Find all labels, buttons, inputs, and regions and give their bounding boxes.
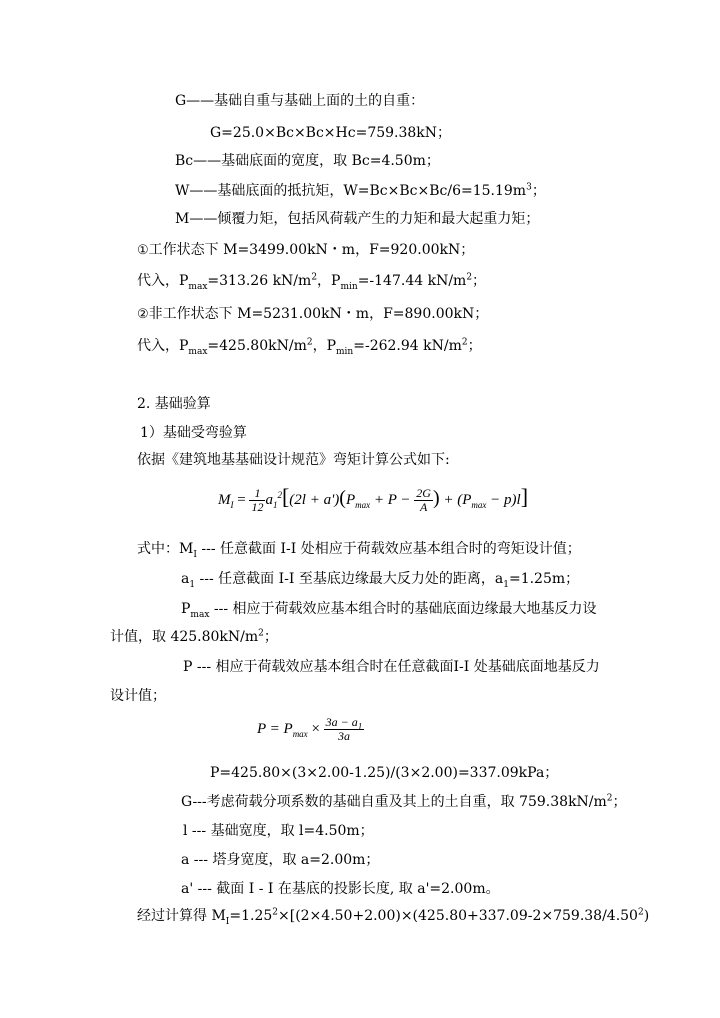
section-subheading: 1）基础受弯验算 [140,425,247,441]
a-definition: a --- 塔身宽度，取 a=2.00m； [181,852,380,868]
bending-moment-formula: $M_I$ = $\frac{1}{12}$ $a_1^2[(2l + a')(P_{max} + P$ − $\frac{2G}{A}$ ) + $(P_{max} - p)l$] [218,484,529,515]
w-definition: W——基础底面的抵抗矩，$W=Bc\times Bc\times Bc/6=15.19m^3$； [175,182,546,199]
pmax-definition-cont: 计值，取 $425.80kN/m^2$； [110,628,278,645]
basis-line: 依据《建筑地基基础设计规范》弯矩计算公式如下: [137,452,450,468]
pmax-definition: $P_{max}$ --- 相应于荷载效应基本组合时的基础底面边缘最大地基反力设 [181,601,597,620]
circle-two-marker: ② [137,307,149,322]
case2-line: ②非工作状态下 M=5231.00kN・m，F=890.00kN； [137,306,489,322]
a-prime-definition: a' --- 截面 I - I 在基底的投影长度, 取 a'=2.00m。 [181,881,500,897]
circle-one-marker: ① [137,243,149,258]
p-definition: P --- 相应于荷载效应基本组合时在任意截面I-I 处基础底面地基反力 [183,659,600,675]
final-calculation: 经过计算得 $M_I=1.25^2\times[(2\times 4.50+2.00)\times(425.80+337.09-2\times 759.38/4.50^2)$ [137,907,650,927]
mi-definition: 式中：$M_I$ --- 任意截面 I-I 处相应于荷载效应基本组合时的弯矩设计值； [137,541,581,560]
p-calculation: P=425.80×(3×2.00-1.25)/(3×2.00)=337.09kPa； [210,765,559,781]
m-definition: M——倾覆力矩，包括风荷载产生的力矩和最大起重力矩； [175,211,540,227]
case1-substitution: 代入，$P_{max}=313.26$ $kN/m^2$，$P_{min}=-147.44$ $kN/m^2$； [137,272,487,292]
a1-definition: $a_1$ --- 任意截面 I-I 至基底边缘最大反力处的距离，$a_1=1.25m$； [181,571,580,590]
section-heading: 2. 基础验算 [137,396,211,412]
g-factored-definition: G---考虑荷载分项系数的基础自重及其上的土自重，取 $759.38kN/m^2$； [181,793,627,810]
case2-substitution: 代入，$P_{max}=425.80kN/m^2$，$P_{min}=-262.94$ $kN/m^2$； [137,337,482,357]
case1-line: ①工作状态下 M=3499.00kN・m，F=920.00kN； [137,242,475,258]
p-formula: $P = P_{max}$ × $\frac{3a - a_1}{3a}$ [257,715,363,744]
g-definition: G——基础自重与基础上面的土的自重： [175,93,425,109]
p-definition-cont: 设计值； [110,688,166,704]
g-calculation: G=25.0×Bc×Bc×Hc=759.38kN； [210,125,452,141]
l-definition: l --- 基础宽度，取 l=4.50m； [183,823,374,839]
bc-definition: Bc——基础底面的宽度，取 Bc=4.50m； [175,153,440,169]
